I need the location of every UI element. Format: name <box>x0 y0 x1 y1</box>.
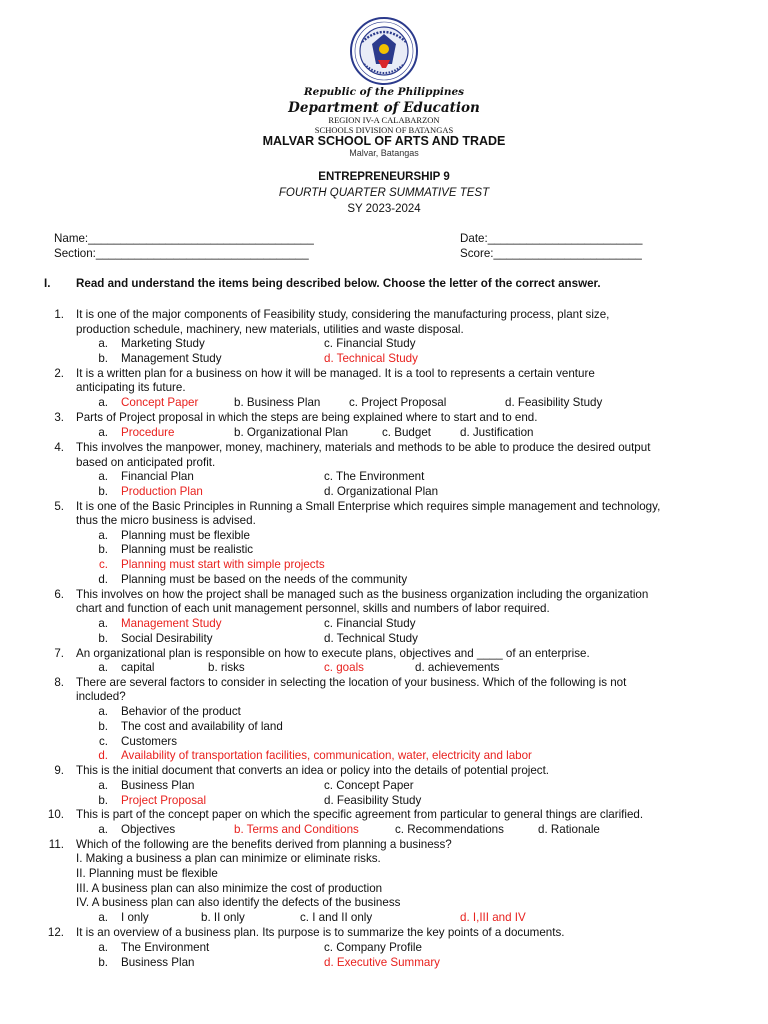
division-line: SCHOOLS DIVISION OF BATANGAS <box>314 125 454 135</box>
question-text: There are several factors to consider in selecting the location of your business. Which of the following is not <box>76 676 627 689</box>
choice-option[interactable]: d. Justification <box>460 426 534 439</box>
deped-seal-icon <box>334 16 434 86</box>
question-text: An organizational plan is responsible on how to execute plans, objectives and ____ of an enterprise. <box>76 647 590 660</box>
choice-letter: a. <box>98 661 108 674</box>
republic-line: Republic of the Philippines <box>303 86 465 98</box>
choice-letter: a. <box>98 337 108 350</box>
choice-option[interactable]: Planning must be based on the needs of the community <box>121 573 408 586</box>
correct-answer[interactable]: b. Terms and Conditions <box>234 823 359 836</box>
choice-option[interactable]: c. Financial Study <box>324 617 416 630</box>
choice-letter: a. <box>98 779 108 792</box>
choice-letter: b. <box>98 485 108 498</box>
choice-letter: a. <box>98 426 108 439</box>
choice-letter: a. <box>98 529 108 542</box>
choice-option[interactable]: c. I and II only <box>300 911 373 924</box>
question-number: 7. <box>54 647 64 660</box>
choice-letter: c. <box>98 735 108 748</box>
choice-option[interactable]: Social Desirability <box>121 632 213 645</box>
choice-option[interactable]: c. Company Profile <box>324 941 422 954</box>
choice-letter: b. <box>98 956 108 969</box>
section-roman: I. <box>44 277 51 290</box>
choice-option[interactable]: b. Organizational Plan <box>234 426 349 439</box>
choice-option[interactable]: c. The Environment <box>324 470 425 483</box>
choice-option[interactable]: Objectives <box>121 823 176 836</box>
question-number: 5. <box>54 500 64 513</box>
choice-option[interactable]: I only <box>121 911 149 924</box>
instructions-text: Read and understand the items being described below. Choose the letter of the correct answer. <box>76 277 601 290</box>
question-text: It is an overview of a business plan. Its purpose is to summarize the key points of a documents. <box>76 926 565 939</box>
choice-option[interactable]: c. Concept Paper <box>324 779 414 792</box>
question-number: 9. <box>54 764 64 777</box>
choice-option[interactable]: c. Recommendations <box>395 823 504 836</box>
question-text: It is a written plan for a business on how it will be managed. It is a tool to represents a certain venture <box>76 367 595 380</box>
subject-title: ENTREPRENEURSHIP 9 <box>318 171 450 183</box>
choice-letter: b. <box>98 543 108 556</box>
question-number: 8. <box>54 676 64 689</box>
choice-option[interactable]: d. Feasibility Study <box>505 396 603 409</box>
section-field[interactable]: Section:_________________________________ <box>54 247 309 260</box>
statement-line: III. A business plan can also minimize the cost of production <box>76 882 383 895</box>
statement-line: IV. A business plan can also identify the defects of the business <box>76 896 401 909</box>
question-text: This involves on how the project shall be managed such as the business organization including the organization <box>76 588 649 601</box>
choice-option[interactable]: Financial Plan <box>121 470 194 483</box>
question-text: based on anticipated profit. <box>76 456 216 469</box>
question-text: Parts of Project proposal in which the steps are being explained where to start and to end. <box>76 411 538 424</box>
test-title: FOURTH QUARTER SUMMATIVE TEST <box>278 187 490 199</box>
choice-option[interactable]: b. Business Plan <box>234 396 321 409</box>
school-location: Malvar, Batangas <box>349 148 419 158</box>
region-line: REGION IV-A CALABARZON <box>328 115 440 125</box>
question-text: This is part of the concept paper on which the specific agreement from particular to general things are clarified. <box>76 808 644 821</box>
choice-option[interactable]: d. Technical Study <box>324 632 418 645</box>
school-name: MALVAR SCHOOL OF ARTS AND TRADE <box>262 134 506 148</box>
choice-letter: b. <box>98 352 108 365</box>
choice-letter: a. <box>98 617 108 630</box>
question-number: 2. <box>54 367 64 380</box>
choice-option[interactable]: Planning must be flexible <box>121 529 250 542</box>
correct-answer[interactable]: d. Executive Summary <box>324 956 440 969</box>
choice-option[interactable]: Business Plan <box>121 956 195 969</box>
statement-line: II. Planning must be flexible <box>76 867 218 880</box>
choice-letter: d. <box>98 573 108 586</box>
score-field[interactable]: Score:_______________________ <box>460 247 642 260</box>
choice-option[interactable]: d. Feasibility Study <box>324 794 422 807</box>
choice-option[interactable]: b. II only <box>201 911 245 924</box>
choice-option[interactable]: Business Plan <box>121 779 195 792</box>
question-text: included? <box>76 690 126 703</box>
choice-option[interactable]: c. Financial Study <box>324 337 416 350</box>
choice-option[interactable]: The Environment <box>121 941 210 954</box>
correct-answer[interactable]: c. goals <box>324 661 364 674</box>
question-text: It is one of the major components of Feasibility study, considering the manufacturing process, plant size, <box>76 308 610 321</box>
question-text: Which of the following are the benefits derived from planning a business? <box>76 838 452 851</box>
choice-letter: a. <box>98 941 108 954</box>
question-number: 1. <box>54 308 64 321</box>
choice-option[interactable]: d. Rationale <box>538 823 600 836</box>
choice-option[interactable]: Planning must be realistic <box>121 543 254 556</box>
choice-letter: a. <box>98 396 108 409</box>
choice-letter: d. <box>98 749 108 762</box>
choice-letter: b. <box>98 720 108 733</box>
choice-option[interactable]: Customers <box>121 735 178 748</box>
choice-letter: a. <box>98 823 108 836</box>
correct-answer[interactable]: Project Proposal <box>121 794 207 807</box>
choice-option[interactable]: b. risks <box>208 661 245 674</box>
correct-answer[interactable]: Availability of transportation facilities, communication, water, electricity and labor <box>121 749 532 762</box>
date-field[interactable]: Date:________________________ <box>460 232 643 245</box>
name-field[interactable]: Name:___________________________________ <box>54 232 314 245</box>
correct-answer[interactable]: Procedure <box>121 426 175 439</box>
question-text: chart and function of each unit management personnel, skills and numbers of labor required. <box>76 602 550 615</box>
school-year: SY 2023-2024 <box>347 203 421 215</box>
question-number: 6. <box>54 588 64 601</box>
choice-option[interactable]: Marketing Study <box>121 337 205 350</box>
correct-answer[interactable]: Concept Paper <box>121 396 199 409</box>
choice-letter: b. <box>98 632 108 645</box>
question-text: thus the micro business is advised. <box>76 514 256 527</box>
choice-option[interactable]: d. achievements <box>415 661 500 674</box>
department-line: Department of Education <box>288 100 480 116</box>
correct-answer[interactable]: Management Study <box>121 617 222 630</box>
choice-option[interactable]: The cost and availability of land <box>121 720 283 733</box>
question-number: 3. <box>54 411 64 424</box>
choice-option[interactable]: d. Organizational Plan <box>324 485 439 498</box>
question-number: 12. <box>47 926 64 939</box>
question-text: It is one of the Basic Principles in Running a Small Enterprise which requires simple management and technology, <box>76 500 661 513</box>
question-text: This involves the manpower, money, machinery, materials and methods to be able to produce the desired output <box>76 441 651 454</box>
question-number: 10. <box>47 808 64 821</box>
question-number: 11. <box>48 838 64 851</box>
question-number: 4. <box>54 441 64 454</box>
question-text: production schedule, machinery, new materials, utilities and waste disposal. <box>76 323 464 336</box>
choice-letter: a. <box>98 705 108 718</box>
question-text: This is the initial document that converts an idea or policy into the details of potential project. <box>76 764 550 777</box>
correct-answer[interactable]: Production Plan <box>121 485 203 498</box>
statement-line: I. Making a business a plan can minimize or eliminate risks. <box>76 852 381 865</box>
correct-answer[interactable]: Planning must start with simple projects <box>121 558 325 571</box>
correct-answer[interactable]: d. Technical Study <box>324 352 418 365</box>
question-text: anticipating its future. <box>76 381 186 394</box>
choice-option[interactable]: Management Study <box>121 352 222 365</box>
choice-letter: b. <box>98 794 108 807</box>
choice-letter: c. <box>98 558 108 571</box>
choice-option[interactable]: c. Budget <box>382 426 431 439</box>
choice-letter: a. <box>98 911 108 924</box>
choice-option[interactable]: Behavior of the product <box>121 705 241 718</box>
correct-answer[interactable]: d. I,III and IV <box>460 911 526 924</box>
choice-option[interactable]: c. Project Proposal <box>349 396 447 409</box>
choice-letter: a. <box>98 470 108 483</box>
choice-option[interactable]: capital <box>121 661 155 674</box>
